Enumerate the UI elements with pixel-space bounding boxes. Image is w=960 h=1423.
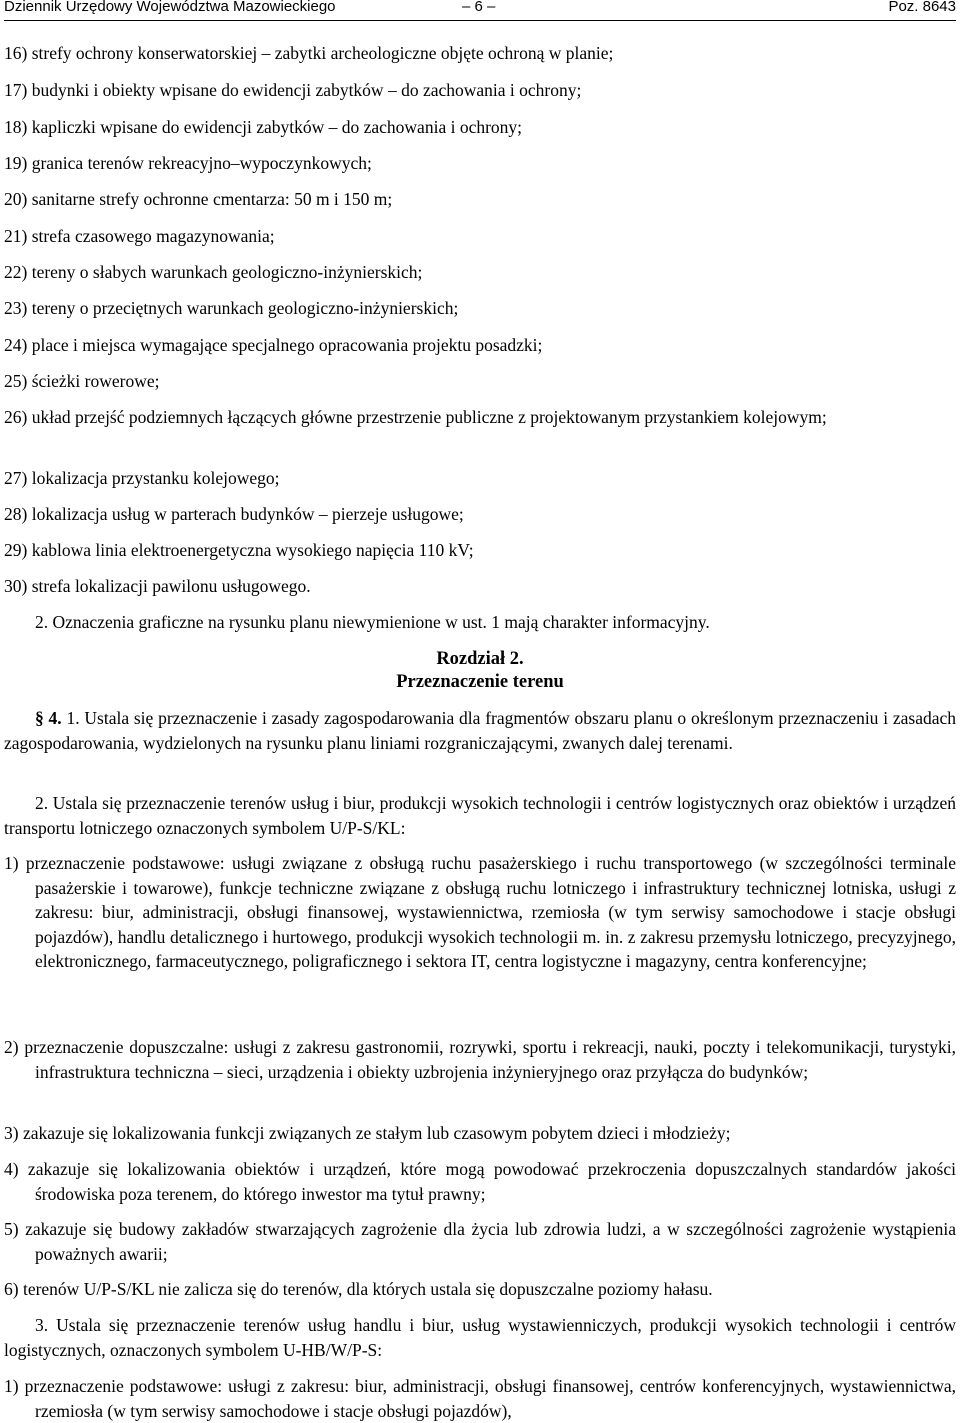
list-item: 4) zakazuje się lokalizowania obiektów i urządzeń, które mogą powodować przekroczenia dopuszczalnych standardów jakości środowiska poza terenem, do którego inwestor ma tytuł prawny; bbox=[4, 1159, 956, 1204]
position-number: Poz. 8643 bbox=[888, 0, 956, 15]
list-item: 26) układ przejść podziemnych łączących główne przestrzenie publiczne z projektowanym przystankiem kolejowym; bbox=[4, 407, 827, 427]
list-item: 3) zakazuje się lokalizowania funkcji związanych ze stałym lub czasowym pobytem dzieci i młodzieży; bbox=[4, 1123, 731, 1143]
list-item: 21) strefa czasowego magazynowania; bbox=[4, 226, 275, 246]
list-item: 20) sanitarne strefy ochronne cmentarza: 50 m i 150 m; bbox=[4, 189, 393, 209]
list-item: 5) zakazuje się budowy zakładów stwarzających zagrożenie dla życia lub zdrowia ludzi, a w szczególności zagrożenie wystąpienia poważnych awarii; bbox=[4, 1219, 956, 1264]
list-item: 18) kapliczki wpisane do ewidencji zabytków – do zachowania i ochrony; bbox=[4, 117, 523, 137]
chapter-title: Rozdział 2. bbox=[436, 649, 524, 669]
paragraph-symbol: § 4. bbox=[35, 708, 62, 728]
list-item: 16) strefy ochrony konserwatorskiej – zabytki archeologiczne objęte ochroną w planie; bbox=[4, 43, 614, 63]
paragraph-4-3: 3. Ustala się przeznaczenie terenów usług handlu i biur, usług wystawienniczych, produkcji wysokich technologii i centrów logistycznych, oznaczonych symbolem U-HB/W/P-S: bbox=[4, 1315, 956, 1360]
list-item: 19) granica terenów rekreacyjno–wypoczynkowych; bbox=[4, 153, 372, 173]
paragraph-text: 1. Ustala się przeznaczenie i zasady zagospodarowania dla fragmentów obszaru planu o określonym przeznaczeniu i zasadach zagospodarowania, wydzielonych na rysunku planu liniami rozgraniczającymi, zwanych dalej terenami. bbox=[4, 708, 957, 753]
list-item: 22) tereny o słabych warunkach geologiczno-inżynierskich; bbox=[4, 262, 423, 282]
journal-title: Dziennik Urzędowy Województwa Mazowieckiego bbox=[4, 0, 336, 15]
list-item: 17) budynki i obiekty wpisane do ewidencji zabytków – do zachowania i ochrony; bbox=[4, 80, 582, 100]
paragraph-4-1 bbox=[4, 706, 956, 755]
list-item: 30) strefa lokalizacji pawilonu usługowego. bbox=[4, 576, 311, 596]
section-2-note: 2. Oznaczenia graficzne na rysunku planu niewymienione w ust. 1 mają charakter informacyjny. bbox=[35, 612, 710, 632]
list-item: 1) przeznaczenie podstawowe: usługi z zakresu: biur, administracji, obsługi finansowej, centrów konferencyjnych, wystawiennictwa, rzemiosła (w tym serwisy samochodowe i stacje obsługi pojazdów), bbox=[4, 1376, 956, 1421]
list-item: 2) przeznaczenie dopuszczalne: usługi z zakresu gastronomii, rozrywki, sportu i rekreacji, nauki, poczty i telekomunikacji, turystyki, infrastruktura techniczna – sieci, urządzenia i obiekty uzbrojenia inżynieryjnego oraz przyłącza do budynków; bbox=[4, 1037, 956, 1082]
header-rule bbox=[4, 20, 956, 21]
list-item: 29) kablowa linia elektroenergetyczna wysokiego napięcia 110 kV; bbox=[4, 540, 474, 560]
list-item: 1) przeznaczenie podstawowe: usługi związane z obsługą ruchu pasażerskiego i ruchu transportowego (w szczególności terminale pasażerskie i towarowe), funkcje techniczne związane z obsługą ruchu lotniczego i infrastruktury technicznej lotniska, usługi z zakresu: biur, administracji, obsługi finansowej, wystawiennictwa, rzemiosła (w tym serwisy samochodowe i stacje obsługi pojazdów), handlu detalicznego i hurtowego, produkcji wysokich technologii m. in. z zakresu przemysłu lotniczego, precyzyjnego, elektronicznego, farmaceutycznego, poligraficznego i sektora IT, centra logistyczne i magazyny, centra konferencyjne; bbox=[4, 853, 956, 971]
list-item: 24) place i miejsca wymagające specjalnego opracowania projektu posadzki; bbox=[4, 335, 543, 355]
list-item: 6) terenów U/P-S/KL nie zalicza się do terenów, dla których ustala się dopuszczalne poziomy hałasu. bbox=[4, 1279, 713, 1299]
paragraph-4-2: 2. Ustala się przeznaczenie terenów usług i biur, produkcji wysokich technologii i centrów logistycznych oraz obiektów i urządzeń transportu lotniczego oznaczonych symbolem U/P-S/KL: bbox=[4, 793, 956, 838]
list-item: 27) lokalizacja przystanku kolejowego; bbox=[4, 468, 280, 488]
list-item: 23) tereny o przeciętnych warunkach geologiczno-inżynierskich; bbox=[4, 298, 459, 318]
list-item: 25) ścieżki rowerowe; bbox=[4, 371, 160, 391]
page-number: – 6 – bbox=[462, 0, 496, 15]
page-header bbox=[4, 0, 956, 18]
list-item: 28) lokalizacja usług w parterach budynków – pierzeje usługowe; bbox=[4, 504, 464, 524]
chapter-subtitle: Przeznaczenie terenu bbox=[396, 672, 564, 692]
